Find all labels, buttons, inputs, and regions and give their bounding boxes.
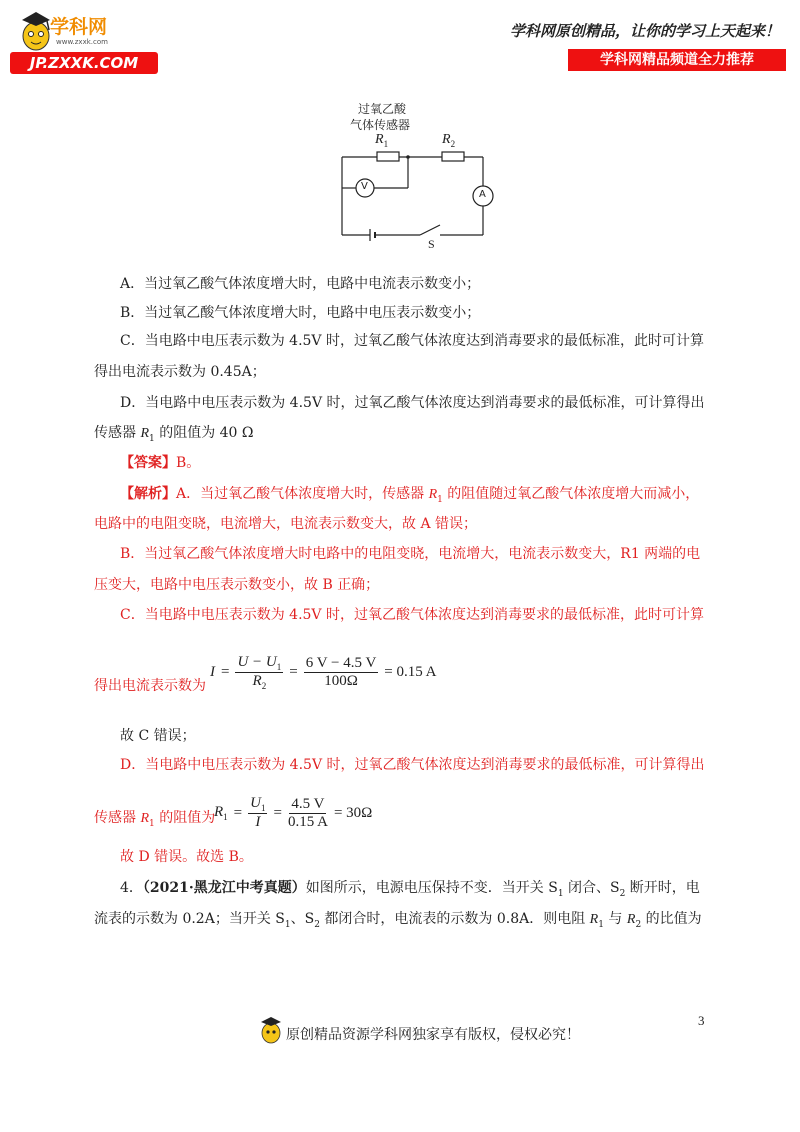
header-logo [10,8,160,76]
ammeter-label: A [479,189,486,200]
r1-label: $R_1$ [375,132,389,149]
r2-resistor [442,152,464,161]
question4-line2: 流表的示数为 0.2A；当开关 $S_1$、$S_2$ 都闭合时，电流表的示数为 0.8A．则电阻 $R_1$ 与 $R_2$ 的比值为 [94,911,702,930]
option-b: B．当过氧乙酸气体浓度增大时，电路中电压表示数变小； [120,305,481,321]
option-a: A．当过氧乙酸气体浓度增大时，电路中电流表示数变小； [120,276,481,292]
sensor-label-2: 气体传感器 [350,118,411,132]
analysis-c-line3: 故 C 错误； [120,728,196,744]
footer-copyright: 原创精品资源学科网独家享有版权，侵权必究！ [286,1027,580,1043]
circuit-diagram [330,100,500,250]
sensor-label-1: 过氧乙酸 [358,102,407,116]
logo-title: 学科网 [50,16,108,38]
page-number: 3 [698,1013,705,1028]
formula-current: I = $\frac{U - U_1}{R_2}$ = $\frac{6 V - 4.5 V}{100\Omega}$ = 0.15 A [210,654,437,691]
logo-url[interactable]: JP.ZXXK.COM [10,52,158,74]
analysis-c-line1: C．当电路中电压表示数为 4.5V 时，过氧乙酸气体浓度达到消毒要求的最低标准，此时可计算 [120,607,704,623]
analysis-d-line2: 传感器 $R_1$ 的阻值为 [94,810,216,829]
r2-label: $R_2$ [442,132,456,149]
analysis-c-line2: 得出电流表示数为 [94,678,206,694]
option-c-line1: C．当电路中电压表示数为 4.5V 时，过氧乙酸气体浓度达到消毒要求的最低标准，此时可计算 [120,333,704,349]
r1-resistor [377,152,399,161]
question4-line1: 4．（2021·黑龙江中考真题）如图所示，电源电压保持不变．当开关 $S_1$ 闭合、$S_2$ 断开时，电 [120,880,700,899]
header-slogan: 学科网原创精品，让你的学习上天起来！ [509,22,780,40]
mascot-footer-icon [258,1015,284,1045]
option-c-line2: 得出电流表示数为 0.45A； [94,364,266,380]
voltmeter-label: V [361,181,368,192]
analysis-d-line3: 故 D 错误。故选 B。 [120,849,253,865]
switch-lever [420,225,440,235]
analysis-d-line1: D．当电路中电压表示数为 4.5V 时，过氧乙酸气体浓度达到消毒要求的最低标准，可计算得出 [120,757,705,773]
logo-sub: www.zxxk.com [56,38,108,46]
switch-label: S [428,237,435,251]
option-d-line1: D．当电路中电压表示数为 4.5V 时，过氧乙酸气体浓度达到消毒要求的最低标准，可计算得出 [120,395,705,411]
circuit-wires [330,100,500,250]
formula-resistance: $R_1$ = $\frac{U_1}{I}$ = $\frac{4.5 V}{0.15 A}$ = 30Ω [214,795,373,830]
option-d-line2: 传感器 $R_1$ 的阻值为 40 Ω [94,425,254,444]
analysis-b-line1: B．当过氧乙酸气体浓度增大时电路中的电阻变晓，电流增大，电流表示数变大，R1 两端的电 [120,546,701,562]
answer-line: 【答案】B。 [120,455,201,471]
analysis-b-line2: 压变大，电路中电压表示数变小，故 B 正确； [94,577,380,593]
analysis-a-line2: 电路中的电阻变晓，电流增大，电流表示数变大，故 A 错误； [94,516,478,532]
analysis-a-line1: 【解析】A．当过氧乙酸气体浓度增大时，传感器 $R_1$ 的阻值随过氧乙酸气体浓度增大而减小， [120,486,700,505]
header-banner[interactable]: 学科网精品频道全力推荐 [568,49,786,71]
